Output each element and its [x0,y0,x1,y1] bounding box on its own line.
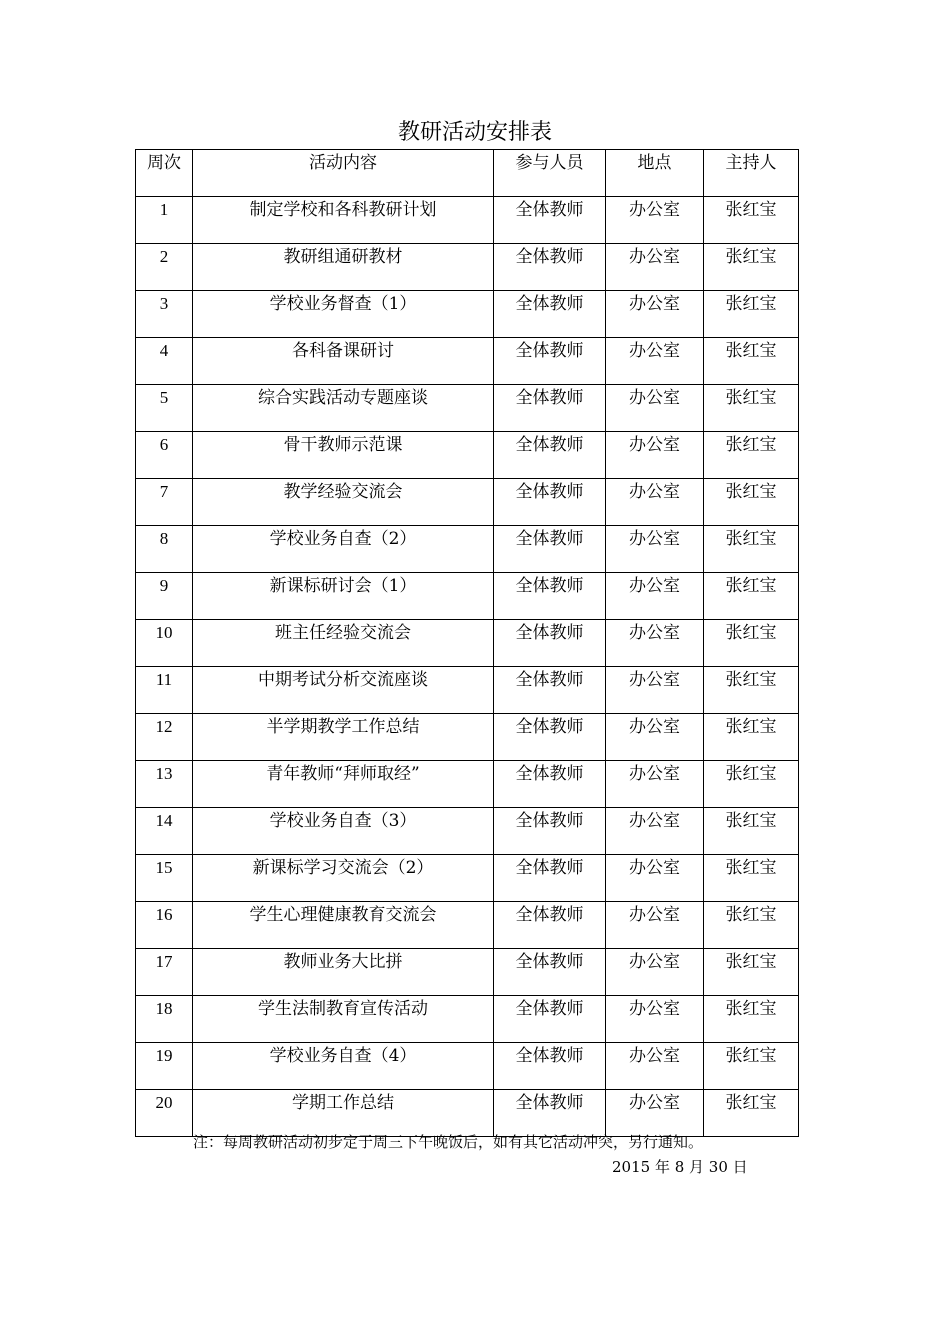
table-row [136,291,799,338]
cell-participants: 全体教师 [494,667,606,714]
cell-host: 张红宝 [704,902,799,949]
table-row [136,714,799,761]
table-row [136,761,799,808]
cell-host: 张红宝 [704,526,799,573]
cell-location: 办公室 [606,855,704,902]
cell-location: 办公室 [606,338,704,385]
cell-week: 15 [136,855,193,902]
document-title: 教研活动安排表 [397,120,552,145]
table-row [136,197,799,244]
cell-host: 张红宝 [704,996,799,1043]
cell-location: 办公室 [606,573,704,620]
cell-week: 5 [136,385,193,432]
cell-content: 新课标学习交流会（2） [193,855,494,902]
cell-content: 新课标研讨会（1） [193,573,494,620]
cell-participants: 全体教师 [494,902,606,949]
cell-content: 学生心理健康教育交流会 [193,902,494,949]
cell-content: 中期考试分析交流座谈 [193,667,494,714]
cell-content: 教学经验交流会 [193,479,494,526]
cell-content: 骨干教师示范课 [193,432,494,479]
cell-host: 张红宝 [704,949,799,996]
cell-content: 青年教师“拜师取经” [193,761,494,808]
cell-location: 办公室 [606,667,704,714]
cell-host: 张红宝 [704,244,799,291]
cell-host: 张红宝 [704,808,799,855]
cell-participants: 全体教师 [494,855,606,902]
table-row [136,526,799,573]
cell-host: 张红宝 [704,761,799,808]
cell-participants: 全体教师 [494,479,606,526]
cell-content: 学校业务自查（3） [193,808,494,855]
cell-content: 学校业务自查（4） [193,1043,494,1090]
cell-content: 学校业务督查（1） [193,291,494,338]
cell-participants: 全体教师 [494,291,606,338]
cell-participants: 全体教师 [494,761,606,808]
table-row [136,667,799,714]
cell-content: 半学期教学工作总结 [193,714,494,761]
cell-week: 2 [136,244,193,291]
cell-week: 16 [136,902,193,949]
cell-location: 办公室 [606,291,704,338]
cell-location: 办公室 [606,432,704,479]
cell-week: 17 [136,949,193,996]
cell-location: 办公室 [606,526,704,573]
cell-participants: 全体教师 [494,949,606,996]
cell-location: 办公室 [606,761,704,808]
table-row [136,996,799,1043]
table-row [136,855,799,902]
cell-participants: 全体教师 [494,1043,606,1090]
cell-content: 班主任经验交流会 [193,620,494,667]
cell-host: 张红宝 [704,1043,799,1090]
cell-location: 办公室 [606,197,704,244]
table-row [136,1043,799,1090]
cell-location: 办公室 [606,714,704,761]
cell-host: 张红宝 [704,714,799,761]
cell-week: 18 [136,996,193,1043]
cell-participants: 全体教师 [494,996,606,1043]
cell-participants: 全体教师 [494,432,606,479]
table-row [136,244,799,291]
cell-week: 1 [136,197,193,244]
cell-participants: 全体教师 [494,620,606,667]
cell-participants: 全体教师 [494,244,606,291]
cell-participants: 全体教师 [494,385,606,432]
cell-week: 19 [136,1043,193,1090]
cell-content: 学生法制教育宣传活动 [193,996,494,1043]
cell-location: 办公室 [606,244,704,291]
document-date: 2015 年 8 月 30 日 [612,1158,748,1176]
table-row [136,808,799,855]
cell-location: 办公室 [606,902,704,949]
footnote: 注：每周教研活动初步定于周三下午晚饭后，如有其它活动冲突，另行通知。 [193,1133,704,1151]
header-participants: 参与人员 [494,150,606,197]
cell-content: 制定学校和各科教研计划 [193,197,494,244]
table-row [136,432,799,479]
header-week: 周次 [136,150,193,197]
cell-participants: 全体教师 [494,526,606,573]
cell-location: 办公室 [606,385,704,432]
cell-participants: 全体教师 [494,714,606,761]
cell-week: 7 [136,479,193,526]
cell-content: 教研组通研教材 [193,244,494,291]
cell-location: 办公室 [606,1043,704,1090]
cell-location: 办公室 [606,1090,704,1137]
cell-participants: 全体教师 [494,808,606,855]
table-row [136,385,799,432]
cell-content: 学校业务自查（2） [193,526,494,573]
cell-content: 各科备课研讨 [193,338,494,385]
header-host: 主持人 [704,150,799,197]
cell-location: 办公室 [606,996,704,1043]
cell-host: 张红宝 [704,291,799,338]
cell-host: 张红宝 [704,573,799,620]
cell-host: 张红宝 [704,385,799,432]
cell-participants: 全体教师 [494,573,606,620]
cell-host: 张红宝 [704,1090,799,1137]
table-row [136,338,799,385]
cell-content: 综合实践活动专题座谈 [193,385,494,432]
cell-week: 13 [136,761,193,808]
cell-participants: 全体教师 [494,1090,606,1137]
cell-week: 6 [136,432,193,479]
header-location: 地点 [606,150,704,197]
table-body [136,197,799,1137]
table-row [136,902,799,949]
cell-week: 10 [136,620,193,667]
cell-location: 办公室 [606,479,704,526]
table-row [136,1090,799,1137]
table-row [136,479,799,526]
cell-location: 办公室 [606,949,704,996]
cell-content: 学期工作总结 [193,1090,494,1137]
table-row [136,573,799,620]
cell-week: 4 [136,338,193,385]
cell-location: 办公室 [606,620,704,667]
table-row [136,949,799,996]
cell-week: 12 [136,714,193,761]
cell-host: 张红宝 [704,479,799,526]
cell-participants: 全体教师 [494,338,606,385]
cell-week: 8 [136,526,193,573]
cell-location: 办公室 [606,808,704,855]
cell-participants: 全体教师 [494,197,606,244]
cell-host: 张红宝 [704,197,799,244]
schedule-table [135,149,799,1137]
header-content: 活动内容 [193,150,494,197]
cell-host: 张红宝 [704,855,799,902]
table-header-row [136,150,799,197]
cell-content: 教师业务大比拼 [193,949,494,996]
cell-host: 张红宝 [704,667,799,714]
cell-week: 11 [136,667,193,714]
cell-week: 20 [136,1090,193,1137]
cell-week: 3 [136,291,193,338]
cell-week: 9 [136,573,193,620]
cell-host: 张红宝 [704,432,799,479]
table-row [136,620,799,667]
cell-host: 张红宝 [704,338,799,385]
cell-host: 张红宝 [704,620,799,667]
cell-week: 14 [136,808,193,855]
